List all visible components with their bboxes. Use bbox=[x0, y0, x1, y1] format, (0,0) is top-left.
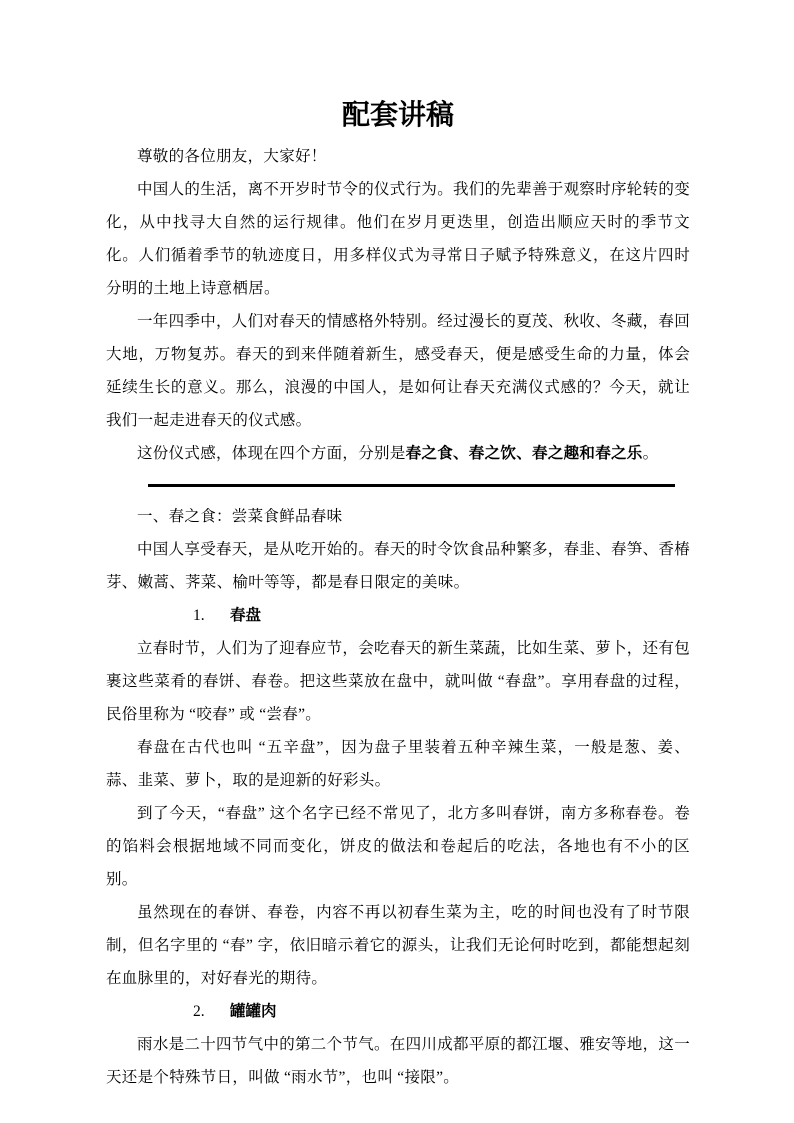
aspects-bold-phrase: 春之食、春之饮、春之趣和春之乐 bbox=[405, 445, 643, 462]
section-intro-paragraph: 中国人享受春天，是从吃开始的。春天的时令饮食品种繁多，春韭、春笋、香椿芽、嫩蒿、荠菜、榆叶等等，都是春日限定的美味。 bbox=[106, 541, 691, 591]
list-item-2 bbox=[106, 995, 690, 1028]
list-item-2-number: 2. bbox=[193, 1003, 205, 1020]
section-heading: 一、春之食：尝菜食鲜品春味 bbox=[137, 508, 343, 525]
intro-paragraph-2: 一年四季中，人们对春天的情感格外特别。经过漫长的夏茂、秋收、冬藏，春回大地，万物复苏。春天的到来伴随着新生，感受春天，便是感受生命的力量，体会延续生长的意义。那么，浪漫的中国人，是如何让春天充满仪式感的？今天，就让我们一起走进春天的仪式感。 bbox=[106, 313, 691, 429]
list-item-1-title: 春盘 bbox=[230, 607, 262, 624]
item-1-paragraph-3: 到了今天，“春盘” 这个名字已经不常见了，北方多叫春饼，南方多称春卷。卷的馅料会根据地域不同而变化，饼皮的做法和卷起后的吃法，各地也有不小的区别。 bbox=[106, 805, 690, 888]
document-title: 配套讲稿 bbox=[341, 100, 454, 131]
section-divider bbox=[148, 484, 675, 487]
intro-paragraph-1: 中国人的生活，离不开岁时节令的仪式行为。我们的先辈善于观察时序轮转的变化，从中找寻大自然的运行规律。他们在岁月更迭里，创造出顺应天时的季节文化。人们循着季节的轨迹度日，用多样仪式为寻常日子赋予特殊意义，在这片四时分明的土地上诗意栖居。 bbox=[106, 181, 691, 297]
greeting-paragraph: 尊敬的各位朋友，大家好！ bbox=[137, 148, 327, 165]
list-item-1-number: 1. bbox=[193, 607, 205, 624]
item-2-paragraph-1: 雨水是二十四节气中的第二个节气。在四川成都平原的都江堰、雅安等地，这一天还是个特殊节日，叫做 “雨水节”，也叫 “接限”。 bbox=[106, 1036, 691, 1086]
list-item-1 bbox=[106, 599, 690, 632]
item-1-paragraph-2: 春盘在古代也叫 “五辛盘”，因为盘子里装着五种辛辣生菜，一般是葱、姜、蒜、韭菜、萝卜，取的是迎新的好彩头。 bbox=[106, 739, 690, 789]
item-1-paragraph-1: 立春时节，人们为了迎春应节，会吃春天的新生菜蔬，比如生菜、萝卜，还有包裹这些菜肴的春饼、春卷。把这些菜放在盘中，就叫做 “春盘”。享用春盘的过程，民俗里称为 “咬春” 或 “尝春”。 bbox=[106, 640, 691, 723]
aspects-paragraph bbox=[106, 437, 690, 470]
aspects-suffix: 。 bbox=[642, 445, 659, 462]
item-1-paragraph-4: 虽然现在的春饼、春卷，内容不再以初春生菜为主，吃的时间也没有了时节限制，但名字里的 “春” 字，依旧暗示着它的源头，让我们无论何时吃到，都能想起刻在血脉里的，对好春光的期待。 bbox=[106, 904, 690, 987]
aspects-prefix: 这份仪式感，体现在四个方面，分别是 bbox=[137, 445, 406, 462]
list-item-2-title: 罐罐肉 bbox=[230, 1003, 277, 1020]
